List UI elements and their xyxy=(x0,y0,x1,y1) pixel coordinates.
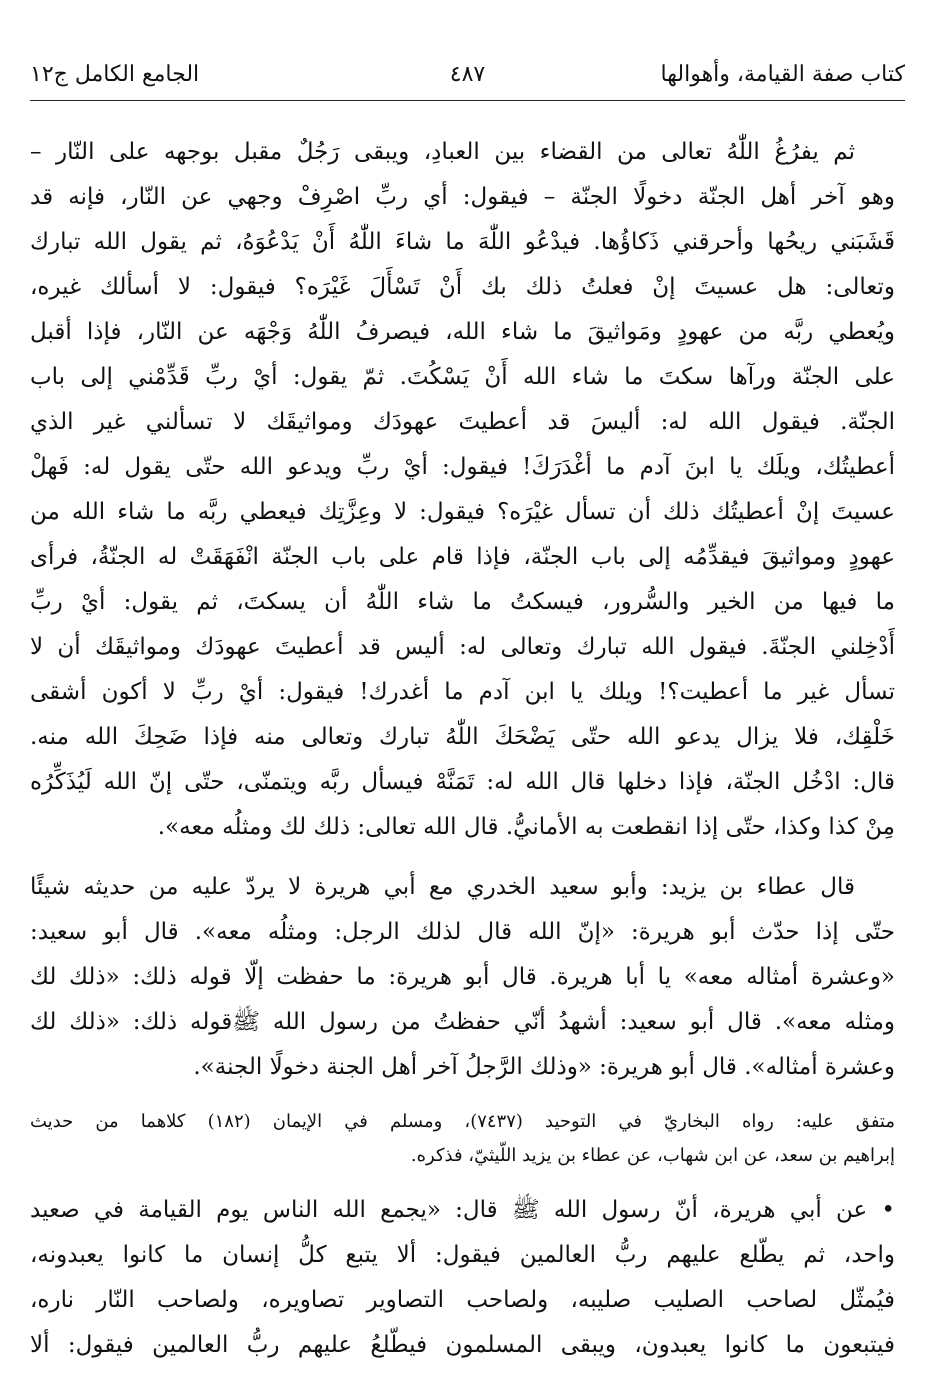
text-line: • عن أبي هريرة، أنّ رسول الله ﷺ قال: «يجمع الله الناس يوم القيامة في صعيد xyxy=(30,1197,895,1223)
text-line: عسيتَ إنْ أعطيتُك ذلك أن تسأل غيْرَه؟ فيقول: لا وعِزَّتِك فيعطي ربَّه ما شاء الله من xyxy=(30,499,895,525)
text-line: ما فيها من الخير والسُّرور، فيسكتُ ما شاء اللّٰهُ أن يسكتَ، ثم يقول: أيْ ربِّ xyxy=(30,589,895,615)
text-line: «وعشرة أمثاله معه» يا أبا هريرة. قال أبو هريرة: ما حفظت إلّا قوله ذلك: «ذلك لك xyxy=(30,964,895,990)
text-line: على الجنّة ورآها سكتَ ما شاء الله أَنْ يَسْكُتَ. ثمّ يقول: أيْ ربِّ قَدِّمْني إلى باب xyxy=(30,364,895,390)
text-line: ويُعطي ربَّه من عهودٍ ومَواثيقَ ما شاء الله، فيصرفُ اللّٰهُ وَجْهَه عن النّار، فإذا أقبل xyxy=(30,319,895,345)
book-title: الجامع الكامل ج١٢ xyxy=(30,62,200,87)
text-line: أَدْخِلني الجنّةَ. فيقول الله تبارك وتعالى له: أليس قد أعطيتَ عهودَك ومواثيقَك أن لا xyxy=(30,634,895,660)
text-line: واحد، ثم يطّلع عليهم ربُّ العالمين فيقول: ألا يتبع كلُّ إنسان ما كانوا يعبدونه، xyxy=(30,1242,895,1268)
note-line: إبراهيم بن سعد، عن ابن شهاب، عن عطاء بن يزيد اللّيثيّ، فذكره. xyxy=(410,1145,895,1166)
hadith-paragraph-1 xyxy=(30,130,895,850)
page-number: ٤٨٧ xyxy=(449,62,486,87)
text-line: وتعالى: هل عسيتَ إنْ فعلتُ ذلك بك أَنْ تَسْأَلَ غَيْرَه؟ فيقول: لا أسألك غيره، xyxy=(30,274,895,300)
text-line: عهودٍ ومواثيقَ فيقدِّمُه إلى باب الجنّة، فإذا قام على باب الجنّة انْفَهَقَتْ له الجنّةُ، فرأى xyxy=(30,544,895,570)
text-line: قال: ادْخُل الجنّة، فإذا دخلها قال الله له: تَمَنَّهْ فيسأل ربَّه ويتمنّى، حتّى إنّ الله لَيُذَكِّرُه xyxy=(30,769,895,795)
text-line: مِنْ كذا وكذا، حتّى إذا انقطعت به الأمانيُّ. قال الله تعالى: ذلك لك ومثلُه معه». xyxy=(157,814,895,840)
text-line: قَشَبَني ريحُها وأحرقني ذَكاؤُها. فيدْعُو اللّٰهَ ما شاءَ اللّٰهُ أَنْ يَدْعُوَهُ، ثم يقول الله تبارك xyxy=(30,229,895,255)
hadith-paragraph-2 xyxy=(30,865,895,1090)
text-line: تسأل غير ما أعطيت؟! ويلك يا ابن آدم ما أغدرك! فيقول: أيْ ربِّ لا أكون أشقى xyxy=(30,679,895,705)
text-line: أعطيتُك، ويلَك يا ابنَ آدم ما أغْدَرَكَ! فيقول: أيْ ربِّ ويدعو الله حتّى يقول له: فَهلْ xyxy=(30,454,895,480)
text-line: حتّى إذا حدّث أبو هريرة: «إنّ الله قال لذلك الرجل: ومثلُه معه». قال أبو سعيد: xyxy=(30,919,895,945)
header-rule xyxy=(30,100,905,101)
text-line: فيُمثّل لصاحب الصليب صليبه، ولصاحب التصاوير تصاويره، ولصاحب النّار ناره، xyxy=(30,1287,895,1313)
running-header xyxy=(30,58,905,100)
note-line: متفق عليه: رواه البخاريّ في التوحيد (٧٤٣٧)، ومسلم في الإيمان (١٨٢) كلاهما من حديث xyxy=(30,1111,895,1132)
text-line: قال عطاء بن يزيد: وأبو سعيد الخدري مع أبي هريرة لا يردّ عليه من حديثه شيئًا xyxy=(30,874,855,900)
text-line: الجنّة. فيقول الله له: أليسَ قد أعطيتَ عهودَك ومواثيقَك لا تسألني غير الذي xyxy=(30,409,895,435)
text-line: ثم يفرُغُ اللّٰهُ تعالى من القضاء بين العبادِ، ويبقى رَجُلٌ مقبل بوجهه على النّار – xyxy=(30,139,855,165)
text-line: وعشرة أمثاله». قال أبو هريرة: «وذلك الرَّجلُ آخر أهل الجنة دخولًا الجنة». xyxy=(193,1054,895,1080)
text-line: فيتبعون ما كانوا يعبدون، ويبقى المسلمون فيطّلعُ عليهم ربُّ العالمين فيقول: ألا xyxy=(30,1332,895,1358)
chapter-title: كتاب صفة القيامة، وأهوالها xyxy=(660,62,905,87)
text-line: ومثله معه». قال أبو سعيد: أشهدُ أنّي حفظتُ من رسول الله ﷺقوله ذلك: «ذلك لك xyxy=(30,1009,895,1035)
text-line: وهو آخر أهل الجنّة دخولًا الجنّة – فيقول: أي ربِّ اصْرِفْ وجهي عن النّار، فإنه قد xyxy=(30,184,895,210)
takhrij-note xyxy=(30,1105,895,1173)
hadith-paragraph-3 xyxy=(30,1188,895,1368)
page-body xyxy=(30,130,895,1368)
text-line: خَلْقِك، فلا يزال يدعو الله حتّى يَضْحَكَ اللّٰهُ تبارك وتعالى منه فإذا ضَحِكَ الله منه. xyxy=(30,724,895,750)
